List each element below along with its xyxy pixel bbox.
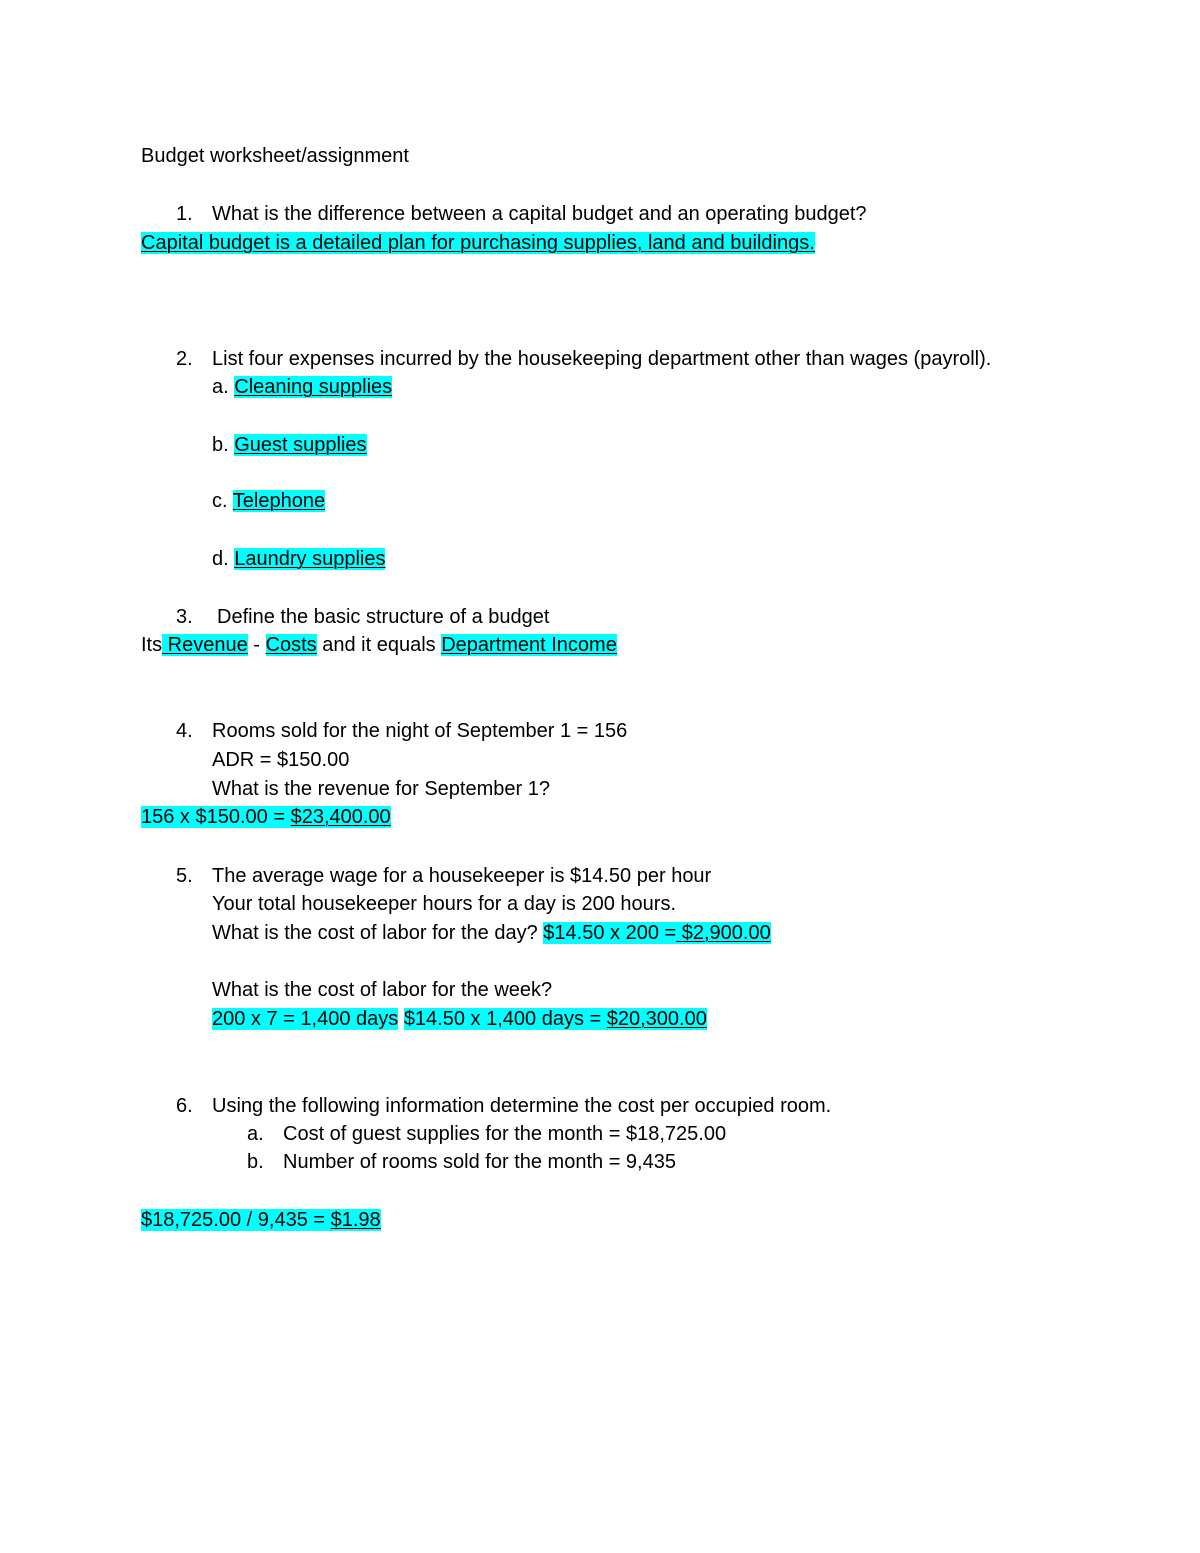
question-6-text: Using the following information determine the cost per occupied room. bbox=[212, 1095, 832, 1117]
question-5 bbox=[176, 864, 711, 888]
question-5-number: 5. bbox=[176, 865, 193, 887]
answer-5-week-part-2-value: $20,300.00 bbox=[606, 1008, 707, 1030]
question-2-number: 2. bbox=[176, 348, 193, 370]
answer-2d-text: Laundry supplies bbox=[234, 548, 386, 570]
answer-2d-letter: d. bbox=[212, 548, 229, 570]
question-5-line-4: What is the cost of labor for the week? bbox=[212, 979, 553, 1001]
question-3-text: Define the basic structure of a budget bbox=[217, 606, 550, 628]
question-6a bbox=[247, 1122, 726, 1146]
answer-3-minus: - bbox=[247, 634, 266, 656]
answer-3-revenue: Revenue bbox=[162, 634, 248, 656]
answer-2d bbox=[212, 547, 385, 571]
answer-6-value: $1.98 bbox=[330, 1209, 381, 1231]
question-5-line-3 bbox=[212, 921, 771, 945]
question-6-number: 6. bbox=[176, 1095, 193, 1117]
question-2 bbox=[176, 347, 991, 371]
answer-5-day-prefix: $14.50 x 200 = bbox=[543, 922, 677, 944]
answer-2c-text: Telephone bbox=[232, 490, 326, 512]
answer-1 bbox=[141, 231, 815, 255]
question-1 bbox=[176, 202, 867, 226]
answer-5-day-value: $2,900.00 bbox=[676, 922, 771, 944]
answer-2a-letter: a. bbox=[212, 376, 229, 398]
answer-5-week-part-2-prefix: $14.50 x 1,400 days = bbox=[403, 1008, 607, 1030]
answer-2c-letter: c. bbox=[212, 490, 228, 512]
answer-4-prefix: 156 x $150.00 = bbox=[141, 806, 291, 828]
answer-1-text: Capital budget is a detailed plan for purchasing supplies, land and buildings. bbox=[141, 232, 815, 254]
question-5-line-1: The average wage for a housekeeper is $14.50 per hour bbox=[212, 865, 712, 887]
answer-4-value: $23,400.00 bbox=[290, 806, 391, 828]
question-4-line-3: What is the revenue for September 1? bbox=[212, 778, 550, 800]
answer-5-week-part-1: 200 x 7 = 1,400 days bbox=[212, 1008, 399, 1030]
question-6b-letter: b. bbox=[247, 1151, 264, 1173]
answer-4 bbox=[141, 805, 391, 829]
question-4 bbox=[176, 719, 627, 743]
answer-6-prefix: $18,725.00 / 9,435 = bbox=[141, 1209, 331, 1231]
answer-6 bbox=[141, 1208, 381, 1232]
question-1-text: What is the difference between a capital budget and an operating budget? bbox=[212, 203, 867, 225]
answer-2a-text: Cleaning supplies bbox=[234, 376, 393, 398]
answer-3-equals: and it equals bbox=[316, 634, 442, 656]
answer-2b-text: Guest supplies bbox=[234, 434, 367, 456]
question-4-line-2: ADR = $150.00 bbox=[212, 749, 350, 771]
question-6 bbox=[176, 1094, 831, 1118]
answer-5-week bbox=[212, 1007, 707, 1031]
answer-3 bbox=[141, 633, 617, 657]
answer-2b-letter: b. bbox=[212, 434, 229, 456]
question-4-line-1: Rooms sold for the night of September 1 = 156 bbox=[212, 720, 628, 742]
question-6b-text: Number of rooms sold for the month = 9,435 bbox=[283, 1151, 676, 1173]
answer-2a bbox=[212, 375, 392, 399]
question-6a-letter: a. bbox=[247, 1123, 264, 1145]
answer-3-costs: Costs bbox=[265, 634, 317, 656]
question-5-line-2: Your total housekeeper hours for a day is 200 hours. bbox=[212, 893, 677, 915]
question-3-number: 3. bbox=[176, 606, 193, 628]
answer-3-prefix: Its bbox=[141, 634, 163, 656]
answer-2b bbox=[212, 433, 367, 457]
question-6a-text: Cost of guest supplies for the month = $18,725.00 bbox=[283, 1123, 727, 1145]
answer-3-income: Department Income bbox=[441, 634, 617, 656]
question-1-number: 1. bbox=[176, 203, 193, 225]
question-4-number: 4. bbox=[176, 720, 193, 742]
question-5-day-question: What is the cost of labor for the day? bbox=[212, 922, 544, 944]
document-title: Budget worksheet/assignment bbox=[141, 145, 409, 167]
answer-2c bbox=[212, 489, 325, 513]
question-2-text: List four expenses incurred by the housekeeping department other than wages (payroll). bbox=[212, 348, 992, 370]
question-3 bbox=[176, 605, 549, 629]
question-6b bbox=[247, 1150, 676, 1174]
